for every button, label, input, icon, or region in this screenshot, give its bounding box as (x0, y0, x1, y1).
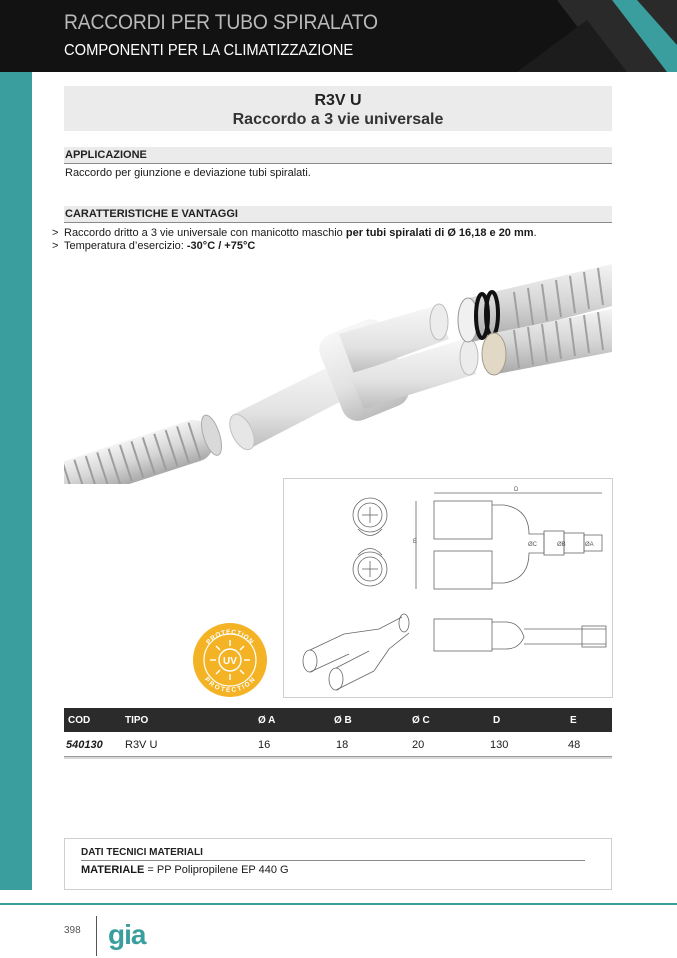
dim-b-label: ØB (557, 542, 566, 548)
technical-drawing-svg (284, 479, 612, 697)
header-subtitle: COMPONENTI PER LA CLIMATIZZAZIONE (64, 42, 354, 59)
left-hose (64, 413, 226, 484)
table-bottom-rule (64, 756, 612, 759)
cell-cod: 540130 (66, 739, 103, 751)
dim-d-label: D (514, 487, 519, 493)
cell-d: 130 (490, 739, 509, 751)
cell-b: 18 (336, 739, 349, 751)
col-header-d: D (493, 715, 501, 726)
dim-a-label: ØA (585, 542, 594, 548)
header-decoration (517, 0, 677, 72)
product-table (64, 708, 612, 759)
product-description: Raccordo a 3 vie universale (232, 111, 444, 128)
feature-item: > Temperatura d’esercizio: -30°C / +75°C (52, 240, 256, 252)
col-header-tipo: TIPO (125, 715, 149, 726)
col-header-a: Ø A (258, 715, 276, 726)
product-title-box (64, 86, 612, 131)
page-number: 398 (64, 925, 81, 936)
header-title: RACCORDI PER TUBO SPIRALATO (64, 11, 378, 34)
features-heading: CARATTERISTICHE E VANTAGGI (64, 206, 612, 223)
uv-badge-bottom-text: PROTECTION (202, 676, 258, 695)
cell-a: 16 (258, 739, 271, 751)
cell-e: 48 (568, 739, 581, 751)
col-header-cod: COD (68, 715, 91, 726)
uv-badge-center: UV (223, 656, 237, 667)
footer-rule (0, 903, 677, 905)
tech-heading: DATI TECNICI MATERIALI (81, 847, 203, 858)
uv-protection-icon (192, 622, 268, 698)
side-accent-bar (0, 72, 32, 890)
col-header-e: E (570, 715, 577, 726)
product-photo (64, 264, 612, 484)
col-header-b: Ø B (334, 715, 352, 726)
feature-item: > Raccordo dritto a 3 vie universale con manicotto maschio per tubi spiralati di Ø 16,18 e 20 mm. (52, 227, 537, 239)
dim-c-label: ØC (528, 542, 537, 548)
application-text: Raccordo per giunzione e deviazione tubi spiralati. (65, 167, 311, 179)
col-header-c: Ø C (412, 715, 430, 726)
technical-drawing (283, 478, 613, 698)
application-heading: APPLICAZIONE (64, 147, 612, 164)
bullet-arrow-icon: > (52, 240, 59, 252)
uv-badge-top-text: PROTECTION (205, 628, 255, 646)
cell-tipo: R3V U (125, 739, 158, 751)
fitting (225, 304, 478, 453)
product-code: R3V U (314, 92, 362, 109)
cell-c: 20 (412, 739, 425, 751)
dim-e-label: E (413, 539, 418, 545)
bullet-arrow-icon: > (52, 227, 59, 239)
table-row (64, 732, 612, 756)
tech-divider (81, 860, 585, 861)
footer-separator (96, 916, 97, 956)
table-header (64, 708, 612, 732)
gia-logo: gia (108, 919, 146, 950)
tech-material: MATERIALE = PP Polipropilene EP 440 G (81, 864, 289, 876)
tech-data-box (64, 838, 612, 890)
page-header (0, 0, 677, 72)
